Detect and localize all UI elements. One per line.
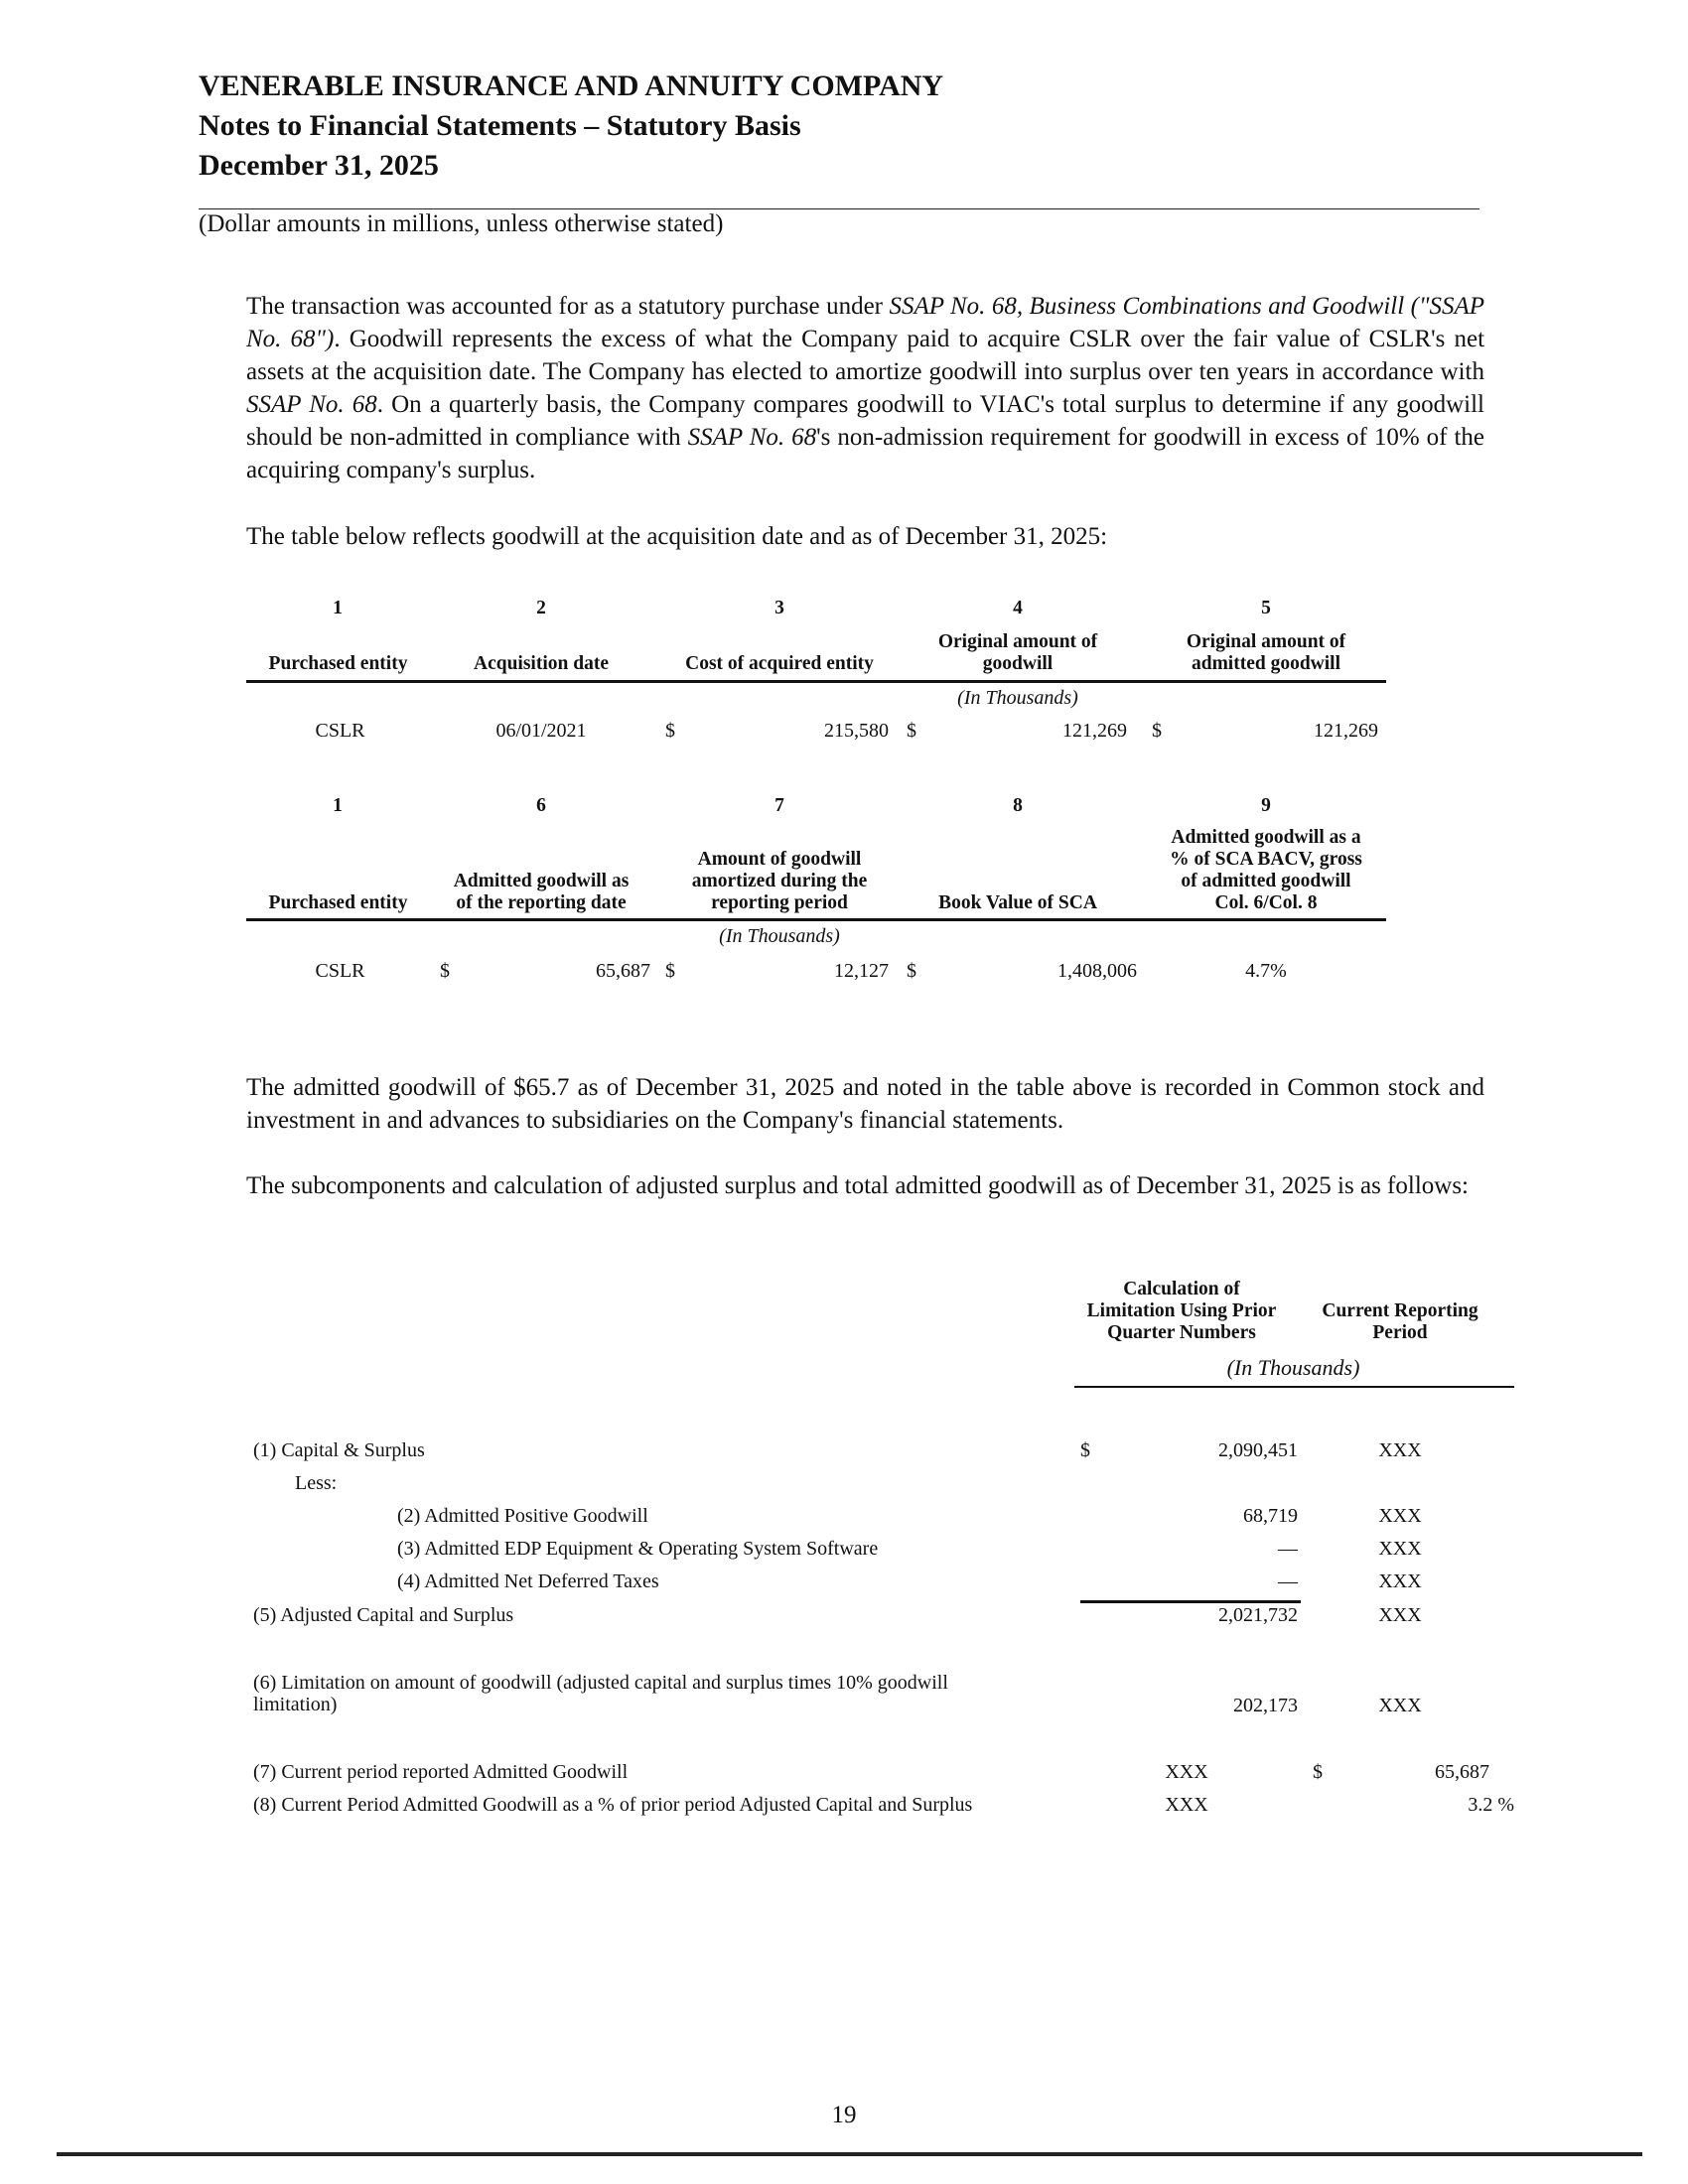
units-label: (In Thousands): [719, 925, 840, 947]
units-label: (In Thousands): [957, 687, 1078, 709]
cell-book-value: 1,408,006: [1057, 960, 1137, 982]
cell-goodwill: 121,269: [1062, 720, 1127, 742]
header-line: Current Reporting: [1322, 1300, 1478, 1321]
row-current-value: XXX: [1378, 1505, 1422, 1527]
document-date: December 31, 2025: [199, 149, 439, 182]
row-label-goodwill-limitation: [253, 1672, 948, 1715]
ssap-reference: SSAP No. 68, Business Combinations and Goodwill ("SSAP No. 68"): [246, 293, 1484, 352]
header-line: Limitation Using Prior: [1086, 1300, 1277, 1321]
header-prior-quarter: [1067, 1279, 1296, 1344]
col-number: 8: [1013, 795, 1023, 816]
header-cost: Cost of acquired entity: [685, 653, 874, 674]
header-book-value: Book Value of SCA: [938, 892, 1097, 913]
row-current-value: XXX: [1378, 1439, 1422, 1461]
label-line: limitation): [253, 1694, 338, 1715]
cell-admitted-symbol: $: [1152, 720, 1162, 742]
header-line: of admitted goodwill: [1181, 871, 1351, 891]
header-line: Col. 6/Col. 8: [1214, 892, 1318, 913]
header-purchased-entity: Purchased entity: [268, 892, 408, 913]
row-prior-value: 2,021,732: [1218, 1604, 1298, 1626]
label-line: (6) Limitation on amount of goodwill (adjusted capital and surplus times 10% goodwill: [253, 1672, 948, 1694]
row-prior-value: XXX: [1165, 1794, 1208, 1816]
col-number: 6: [536, 795, 546, 816]
header-acquisition-date: Acquisition date: [474, 653, 609, 674]
header-current-period: [1301, 1300, 1499, 1344]
row-current-value: XXX: [1378, 1695, 1422, 1716]
header-line: Quarter Numbers: [1107, 1322, 1256, 1343]
units-label: (In Thousands): [1226, 1355, 1360, 1380]
col-number: 1: [333, 795, 343, 816]
header-rule: [199, 208, 1479, 209]
row-current-value: XXX: [1378, 1570, 1422, 1592]
header-admitted-pct: [1152, 827, 1380, 914]
header-line: Amount of goodwill: [697, 849, 862, 870]
row-label-less: Less:: [295, 1472, 338, 1494]
admitted-goodwill-paragraph: The admitted goodwill of $65.7 as of December 31, 2025 and noted in the table above is recorded in Common stock and investment in and advances to subsidiaries on the Company's financial statements.: [246, 1074, 1484, 1134]
row-label-positive-goodwill: (2) Admitted Positive Goodwill: [397, 1505, 648, 1527]
row-prior-value: —: [1278, 1538, 1298, 1560]
cell-cost: 215,580: [824, 720, 889, 742]
ssap-reference: SSAP No. 68: [246, 391, 377, 418]
header-line: reporting period: [711, 892, 848, 913]
subcomponents-paragraph: The subcomponents and calculation of adjusted surplus and total admitted goodwill as of December 31, 2025 is as follows:: [246, 1172, 1469, 1199]
col-number: 9: [1261, 795, 1271, 816]
row-label-current-admitted-goodwill: (7) Current period reported Admitted Goodwill: [253, 1761, 629, 1783]
footer-rule: [57, 2152, 1642, 2156]
header-rule: [1074, 1386, 1514, 1388]
row-current-value: XXX: [1378, 1604, 1422, 1626]
intro-text: 's non-admission requirement for goodwill in excess of 10% of the acquiring company's surplus.: [246, 424, 1484, 483]
cell-amortized-symbol: $: [665, 960, 675, 982]
cell-cost-symbol: $: [665, 720, 675, 742]
row-symbol: $: [1313, 1761, 1323, 1783]
intro-text: . On a quarterly basis, the Company compares goodwill to VIAC's total surplus to determine if any goodwill should be non-admitted in compliance with: [246, 391, 1485, 451]
header-line: Admitted goodwill as: [453, 871, 630, 891]
col-number: 3: [774, 598, 784, 618]
header-line: of the reporting date: [456, 892, 627, 913]
cell-pct: 4.7%: [1245, 960, 1287, 982]
page-number: 19: [831, 2102, 857, 2128]
cell-date: 06/01/2021: [495, 720, 587, 742]
subtotal-rule: [1080, 1600, 1301, 1603]
cell-admitted: 121,269: [1314, 720, 1378, 742]
row-current-value: 65,687: [1435, 1761, 1489, 1783]
header-amortized-goodwill: [670, 849, 889, 914]
header-rule: [246, 680, 1386, 683]
cell-entity: CSLR: [315, 960, 365, 982]
intro-text: The transaction was accounted for as a statutory purchase under: [246, 293, 890, 320]
row-prior-value: —: [1278, 1570, 1298, 1592]
col-number: 4: [1013, 598, 1023, 618]
ssap-reference: SSAP No. 68: [687, 424, 817, 451]
col-number: 7: [774, 795, 784, 816]
header-line: Admitted goodwill as a: [1171, 827, 1361, 848]
row-prior-value: 2,090,451: [1218, 1439, 1298, 1461]
header-line: Period: [1372, 1322, 1428, 1343]
header-line: % of SCA BACV, gross: [1170, 849, 1362, 870]
cell-entity: CSLR: [315, 720, 365, 742]
cell-bv-symbol: $: [907, 960, 916, 982]
row-label-admitted-goodwill-pct: (8) Current Period Admitted Goodwill as a % of prior period Adjusted Capital and Surplus: [253, 1794, 973, 1816]
table-intro-paragraph: The table below reflects goodwill at the acquisition date and as of December 31, 2025:: [246, 523, 1108, 550]
col-number: 5: [1261, 598, 1271, 618]
row-prior-value: 202,173: [1233, 1695, 1298, 1716]
row-label-adjusted-capital: (5) Adjusted Capital and Surplus: [253, 1604, 514, 1626]
cell-amortized: 12,127: [834, 960, 889, 982]
intro-text: . Goodwill represents the excess of what the Company paid to acquire CSLR over the fair value of CSLR's net assets at the acquisition date. The Company has elected to amortize goodwill into surplus over ten years in accordance with: [246, 326, 1485, 385]
cell-goodwill-symbol: $: [907, 720, 916, 742]
header-admitted-goodwill: [442, 871, 640, 914]
row-prior-value: 68,719: [1243, 1505, 1298, 1527]
header-rule: [246, 918, 1386, 921]
row-current-value: XXX: [1378, 1538, 1422, 1560]
row-label-capital-surplus: (1) Capital & Surplus: [253, 1439, 425, 1461]
header-line: Calculation of: [1123, 1279, 1240, 1299]
cell-admitted: 65,687: [596, 960, 650, 982]
header-original-goodwill: Original amount of goodwill: [937, 631, 1098, 674]
row-prior-value: XXX: [1165, 1761, 1208, 1783]
row-label-deferred-taxes: (4) Admitted Net Deferred Taxes: [397, 1570, 659, 1592]
company-name: VENERABLE INSURANCE AND ANNUITY COMPANY: [199, 69, 944, 102]
units-note: (Dollar amounts in millions, unless otherwise stated): [199, 210, 724, 237]
header-original-admitted-goodwill: Original amount of admitted goodwill: [1186, 631, 1346, 674]
col-number: 1: [333, 598, 343, 618]
row-symbol: $: [1080, 1439, 1090, 1461]
row-current-value: 3.2 %: [1468, 1794, 1514, 1816]
header-line: amortized during the: [691, 871, 868, 891]
document-subtitle: Notes to Financial Statements – Statutory Basis: [199, 109, 801, 142]
col-number: 2: [536, 598, 546, 618]
cell-admitted-symbol: $: [440, 960, 450, 982]
row-label-edp-equipment: (3) Admitted EDP Equipment & Operating System Software: [397, 1538, 879, 1560]
header-purchased-entity: Purchased entity: [268, 653, 408, 674]
intro-paragraph: [246, 290, 1484, 486]
